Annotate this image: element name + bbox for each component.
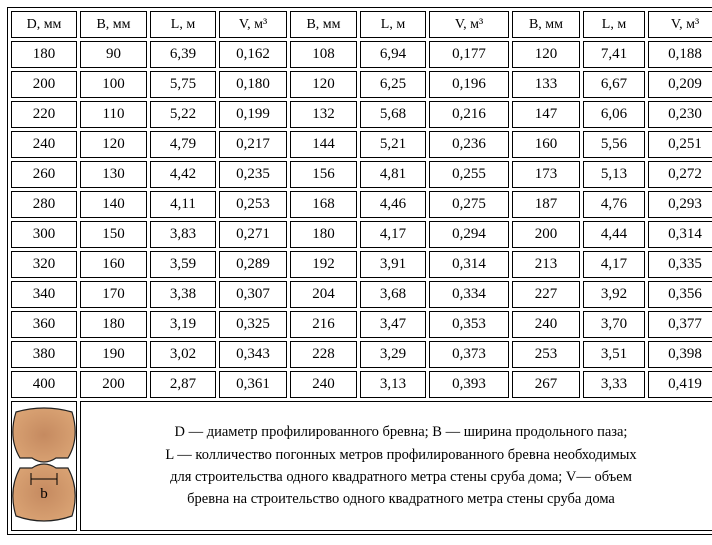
table-cell: 133	[512, 71, 580, 98]
table-cell: 120	[512, 41, 580, 68]
table-row	[11, 371, 712, 398]
table-cell: 170	[80, 281, 147, 308]
table-cell: 4,46	[360, 191, 426, 218]
table-cell: 4,76	[583, 191, 645, 218]
table-cell: 0,353	[429, 311, 509, 338]
table-cell: 108	[290, 41, 357, 68]
legend-line-2: L — колличество погонных метров профилированного бревна необходимых	[165, 446, 637, 463]
table-cell: 3,19	[150, 311, 216, 338]
table-cell: 228	[290, 341, 357, 368]
table-cell: 0,314	[648, 221, 712, 248]
table-cell: 3,29	[360, 341, 426, 368]
table-row	[11, 131, 712, 158]
table-cell: 4,79	[150, 131, 216, 158]
table-cell: 280	[11, 191, 77, 218]
legend-row	[11, 401, 712, 531]
column-header: B, мм	[290, 11, 357, 38]
table-cell: 6,94	[360, 41, 426, 68]
table-cell: 0,377	[648, 311, 712, 338]
table-cell: 150	[80, 221, 147, 248]
table-cell: 0,325	[219, 311, 287, 338]
table-cell: 4,17	[360, 221, 426, 248]
table-cell: 147	[512, 101, 580, 128]
table-row	[11, 341, 712, 368]
table-cell: 3,91	[360, 251, 426, 278]
table-cell: 3,47	[360, 311, 426, 338]
legend-line-3: для строительства одного квадратного метра стены сруба дома; V— объем	[170, 469, 632, 485]
table-row	[11, 101, 712, 128]
table-cell: 132	[290, 101, 357, 128]
table-cell: 0,335	[648, 251, 712, 278]
table-cell: 227	[512, 281, 580, 308]
table-cell: 0,209	[648, 71, 712, 98]
table-cell: 100	[80, 71, 147, 98]
top-log-shape	[13, 408, 75, 462]
table-cell: 0,343	[219, 341, 287, 368]
table-cell: 5,22	[150, 101, 216, 128]
table-cell: 156	[290, 161, 357, 188]
table-cell: 180	[80, 311, 147, 338]
column-header: V, м³	[429, 11, 509, 38]
table-cell: 120	[80, 131, 147, 158]
table-row	[11, 41, 712, 68]
table-cell: 6,39	[150, 41, 216, 68]
table-cell: 160	[80, 251, 147, 278]
table-cell: 0,188	[648, 41, 712, 68]
table-cell: 0,398	[648, 341, 712, 368]
table-cell: 0,271	[219, 221, 287, 248]
log-diagram-cell	[11, 401, 77, 531]
table-cell: 0,314	[429, 251, 509, 278]
b-dimension-label: b	[40, 486, 48, 502]
table-cell: 216	[290, 311, 357, 338]
table-cell: 200	[512, 221, 580, 248]
table-cell: 0,162	[219, 41, 287, 68]
table-cell: 0,230	[648, 101, 712, 128]
table-cell: 190	[80, 341, 147, 368]
table-cell: 320	[11, 251, 77, 278]
table-cell: 0,177	[429, 41, 509, 68]
table-cell: 0,307	[219, 281, 287, 308]
column-header: B, мм	[80, 11, 147, 38]
profiled-log-diagram	[12, 406, 76, 526]
table-row	[11, 161, 712, 188]
column-header: D, мм	[11, 11, 77, 38]
column-header: L, м	[150, 11, 216, 38]
table-cell: 0,419	[648, 371, 712, 398]
table-cell: 6,67	[583, 71, 645, 98]
table-cell: 3,70	[583, 311, 645, 338]
table-cell: 0,216	[429, 101, 509, 128]
table-cell: 3,92	[583, 281, 645, 308]
table-cell: 0,356	[648, 281, 712, 308]
table-cell: 0,199	[219, 101, 287, 128]
table-cell: 300	[11, 221, 77, 248]
table-cell: 180	[290, 221, 357, 248]
table-cell: 192	[290, 251, 357, 278]
table-cell: 0,235	[219, 161, 287, 188]
table-cell: 0,236	[429, 131, 509, 158]
table-cell: 0,217	[219, 131, 287, 158]
column-header: V, м³	[648, 11, 712, 38]
table-cell: 240	[11, 131, 77, 158]
table-cell: 204	[290, 281, 357, 308]
table-cell: 5,13	[583, 161, 645, 188]
log-spec-table	[7, 7, 712, 535]
table-cell: 0,334	[429, 281, 509, 308]
table-cell: 260	[11, 161, 77, 188]
legend-line-4: бревна на строительство одного квадратного метра стены сруба дома	[187, 491, 615, 508]
table-cell: 187	[512, 191, 580, 218]
table-cell: 3,68	[360, 281, 426, 308]
column-header: L, м	[583, 11, 645, 38]
table-cell: 360	[11, 311, 77, 338]
legend-line-1: D — диаметр профилированного бревна; B — ширина продольного паза;	[174, 424, 628, 441]
table-cell: 160	[512, 131, 580, 158]
table-cell: 380	[11, 341, 77, 368]
table-cell: 5,56	[583, 131, 645, 158]
table-cell: 4,17	[583, 251, 645, 278]
table-cell: 140	[80, 191, 147, 218]
table-cell: 340	[11, 281, 77, 308]
table-cell: 144	[290, 131, 357, 158]
table-row	[11, 71, 712, 98]
table-cell: 3,51	[583, 341, 645, 368]
table-cell: 3,59	[150, 251, 216, 278]
table-cell: 130	[80, 161, 147, 188]
table-cell: 0,253	[219, 191, 287, 218]
table-cell: 6,25	[360, 71, 426, 98]
table-cell: 3,13	[360, 371, 426, 398]
table-cell: 0,361	[219, 371, 287, 398]
column-header: V, м³	[219, 11, 287, 38]
table-cell: 4,42	[150, 161, 216, 188]
table-cell: 0,294	[429, 221, 509, 248]
table-cell: 90	[80, 41, 147, 68]
table-cell: 0,196	[429, 71, 509, 98]
table-row	[11, 281, 712, 308]
table-cell: 0,289	[219, 251, 287, 278]
column-header: B, мм	[512, 11, 580, 38]
table-cell: 267	[512, 371, 580, 398]
table-body	[11, 41, 712, 398]
table-cell: 4,44	[583, 221, 645, 248]
table-cell: 4,11	[150, 191, 216, 218]
column-header: L, м	[360, 11, 426, 38]
table-cell: 0,393	[429, 371, 509, 398]
table-cell: 0,255	[429, 161, 509, 188]
table-cell: 200	[11, 71, 77, 98]
table-row	[11, 191, 712, 218]
table-cell: 213	[512, 251, 580, 278]
table-cell: 3,38	[150, 281, 216, 308]
table-cell: 220	[11, 101, 77, 128]
table-cell: 110	[80, 101, 147, 128]
table-cell: 0,293	[648, 191, 712, 218]
table-cell: 5,21	[360, 131, 426, 158]
table-cell: 180	[11, 41, 77, 68]
table-cell: 5,75	[150, 71, 216, 98]
table-cell: 3,02	[150, 341, 216, 368]
table-cell: 0,180	[219, 71, 287, 98]
table-cell: 253	[512, 341, 580, 368]
table-cell: 4,81	[360, 161, 426, 188]
log-spec-table-container	[7, 7, 705, 535]
table-cell: 200	[80, 371, 147, 398]
table-cell: 0,373	[429, 341, 509, 368]
table-cell: 240	[512, 311, 580, 338]
table-cell: 2,87	[150, 371, 216, 398]
legend-description	[80, 401, 712, 531]
table-cell: 5,68	[360, 101, 426, 128]
table-cell: 6,06	[583, 101, 645, 128]
table-cell: 3,33	[583, 371, 645, 398]
table-cell: 0,251	[648, 131, 712, 158]
table-cell: 3,83	[150, 221, 216, 248]
header-row	[11, 11, 712, 38]
table-cell: 240	[290, 371, 357, 398]
table-cell: 0,275	[429, 191, 509, 218]
table-row	[11, 311, 712, 338]
table-row	[11, 251, 712, 278]
table-cell: 7,41	[583, 41, 645, 68]
table-cell: 120	[290, 71, 357, 98]
table-row	[11, 221, 712, 248]
table-cell: 0,272	[648, 161, 712, 188]
table-cell: 168	[290, 191, 357, 218]
table-cell: 173	[512, 161, 580, 188]
table-cell: 400	[11, 371, 77, 398]
